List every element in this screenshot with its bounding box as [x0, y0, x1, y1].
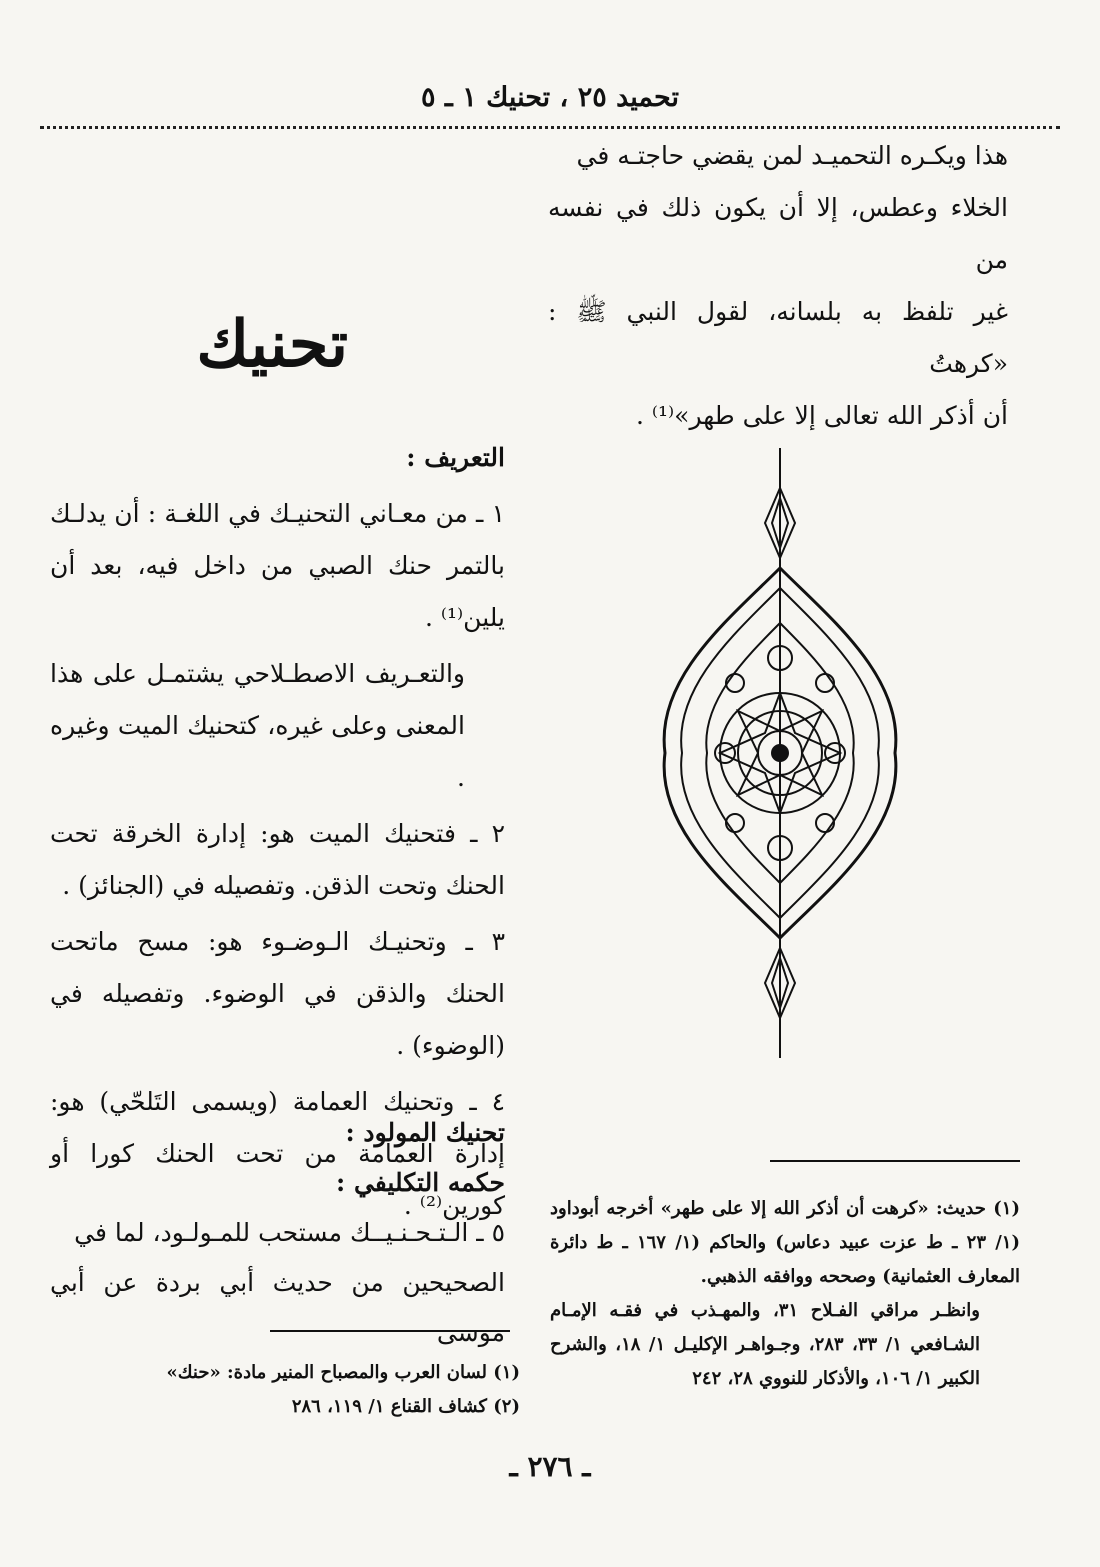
definition-item: والتعـريف الاصطـلاحي يشتمـل على هذا المعنى وعلى غيره، كتحنيك الميت وغيره . [50, 659, 465, 792]
newborn-section [50, 1108, 505, 1358]
definition-item: ٣ ـ وتحنيـك الـوضـوء هو: مسح ماتحت الحنك والذقن في الوضوء. وتفصيله في (الوضوء) . [50, 927, 505, 1060]
intro-line: هذا ويكـره التحميـد لمن يقضي حاجتـه في [576, 141, 1008, 170]
newborn-line: الصحيحين من حديث أبي بردة عن أبي موسى [50, 1268, 505, 1347]
definition-item: ٢ ـ فتحنيك الميت هو: إدارة الخرقة تحت الحنك وتحت الذقن. وتفصيله في (الجنائز) . [50, 819, 505, 900]
footnote: (١) حديث: «كرهت أن أذكر الله إلا على طهر» أخرجه أبوداود (١/ ٢٣ ـ ط عزت عبيد دعاس) والحاكم (١/ ١٦٧ ـ ط دائرة المعارف العثمانية) وصححه ووافقه الذهبي. [550, 1198, 1020, 1287]
running-head: تحميد ٢٥ ، تحنيك ١ ـ ٥ [421, 82, 679, 113]
newborn-line: ٥ ـ الـتـحـنـيــك مستحب للمـولـود، لما في [74, 1218, 505, 1247]
definition-item: ٤ ـ وتحنيك العمامة (ويسمى التَلحّي) هو: إدارة العمامة من تحت الحنك كورا أو كورين⁽²⁾ . [50, 1087, 505, 1220]
footnotes-right [550, 1192, 1020, 1396]
header-dotted-rule [40, 126, 1060, 129]
footnote-separator [270, 1330, 510, 1332]
intro-paragraph [548, 130, 1008, 442]
ruling-subheading: حكمه التكليفي : [336, 1168, 505, 1197]
definition-item: ١ ـ من معـاني التحنيـك في اللغـة : أن يدلـك بالتمر حنك الصبي من داخل فيه، بعد أن يلين⁽¹⁾ . [50, 499, 505, 632]
footnote: وانظـر مراقي الفـلاح ٣١، والمهـذب في فقـه الإمـام الشـافعي ١/ ٣٣، ٢٨٣، وجـواهـر الإكليـل ١/ ١٨، والشرح الكبير ١/ ١٠٦، والأذكار للنووي ٢٨، ٢٤٢ [550, 1300, 980, 1389]
entry-title: تحنيك [196, 307, 348, 382]
newborn-heading: تحنيك المولود : [345, 1118, 505, 1147]
definitions-heading: التعريف : [406, 443, 505, 472]
intro-line: أن أذكر الله تعالى إلا على طهر»⁽¹⁾ . [635, 401, 1008, 430]
intro-line: الخلاء وعطس، إلا أن يكون ذلك في نفسه من [548, 193, 1008, 274]
footnote: (١) لسان العرب والمصباح المنير مادة: «حنك» [166, 1362, 520, 1383]
ornament-icon [655, 448, 905, 1058]
footnote: (٢) كشاف القناع ١/ ١١٩، ٢٨٦ [291, 1396, 520, 1417]
footnote-separator [770, 1160, 1020, 1162]
page-number: ـ ٢٧٦ ـ [509, 1450, 591, 1483]
intro-line: غير تلفظ به بلسانه، لقول النبي ﷺ : «كرهتُ [548, 297, 1008, 378]
footnotes-left [80, 1356, 520, 1424]
